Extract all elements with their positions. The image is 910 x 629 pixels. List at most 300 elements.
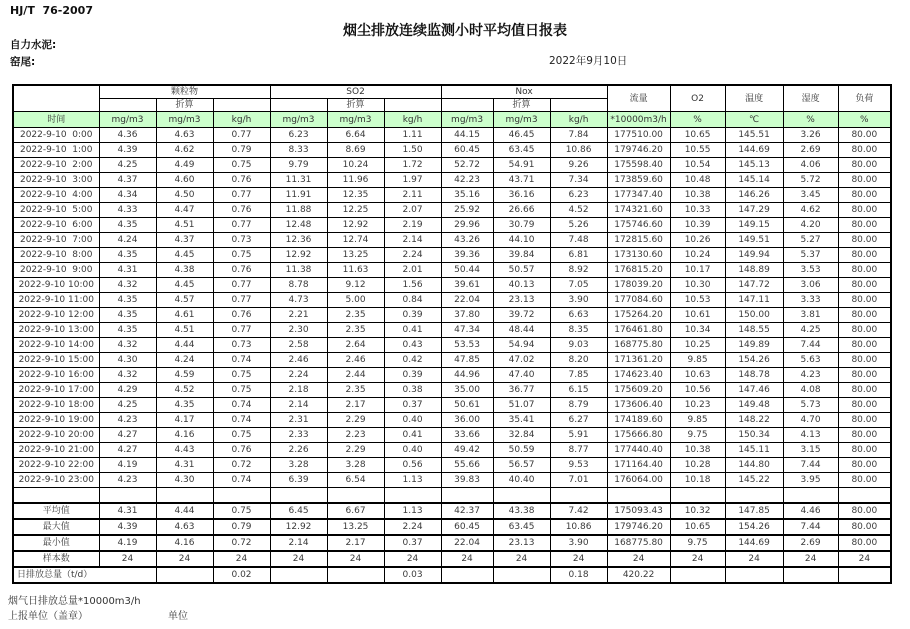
row-value: 42.23 — [441, 173, 493, 188]
blank-row — [13, 488, 891, 504]
blank-cell — [607, 488, 670, 504]
row-value: 10.48 — [670, 173, 725, 188]
row-value: 10.30 — [670, 278, 725, 293]
row-value: 5.91 — [550, 428, 607, 443]
row-value: 9.03 — [550, 338, 607, 353]
blank-cell — [725, 488, 783, 504]
summary-value: 168775.80 — [607, 535, 670, 551]
row-value: 80.00 — [838, 203, 891, 218]
row-value: 0.40 — [384, 413, 441, 428]
summary-value: 1.13 — [384, 503, 441, 519]
row-value: 80.00 — [838, 398, 891, 413]
row-value: 4.35 — [99, 323, 156, 338]
row-value: 7.34 — [550, 173, 607, 188]
daily-total-label: 日排放总量（t/d） — [13, 567, 156, 583]
group-nox: Nox — [441, 85, 607, 99]
row-value: 0.37 — [384, 398, 441, 413]
row-value: 54.94 — [493, 338, 550, 353]
row-value: 0.40 — [384, 443, 441, 458]
row-value: 4.62 — [783, 203, 838, 218]
summary-value: 24 — [213, 551, 270, 567]
row-value: 4.27 — [99, 428, 156, 443]
row-value: 50.61 — [441, 398, 493, 413]
summary-rows — [13, 503, 891, 583]
row-time: 2022-9-10 23:00 — [13, 473, 99, 488]
row-value: 80.00 — [838, 143, 891, 158]
row-value: 39.83 — [441, 473, 493, 488]
row-value: 0.77 — [213, 323, 270, 338]
row-value: 0.77 — [213, 128, 270, 143]
row-value: 80.00 — [838, 458, 891, 473]
row-time: 2022-9-10 11:00 — [13, 293, 99, 308]
row-value: 80.00 — [838, 293, 891, 308]
row-value: 4.38 — [156, 263, 213, 278]
row-value: 8.78 — [270, 278, 327, 293]
row-value: 0.75 — [213, 428, 270, 443]
summary-value: 147.85 — [725, 503, 783, 519]
row-value: 48.44 — [493, 323, 550, 338]
row-value: 4.19 — [99, 458, 156, 473]
row-value: 47.02 — [493, 353, 550, 368]
row-value: 2.35 — [327, 308, 384, 323]
summary-value: 80.00 — [838, 503, 891, 519]
row-value: 176815.20 — [607, 263, 670, 278]
row-value: 179746.20 — [607, 143, 670, 158]
row-value: 44.96 — [441, 368, 493, 383]
row-value: 149.51 — [725, 233, 783, 248]
row-value: 173859.60 — [607, 173, 670, 188]
header-group-row — [13, 85, 891, 99]
row-value: 12.74 — [327, 233, 384, 248]
row-value: 44.10 — [493, 233, 550, 248]
row-value: 1.50 — [384, 143, 441, 158]
row-value: 174321.60 — [607, 203, 670, 218]
summary-value: 0.75 — [213, 503, 270, 519]
row-value: 5.27 — [783, 233, 838, 248]
summary-value: 179746.20 — [607, 519, 670, 535]
row-value: 9.12 — [327, 278, 384, 293]
summary-value: 80.00 — [838, 535, 891, 551]
row-value: 10.38 — [670, 443, 725, 458]
converted-label-nox: 折算 — [493, 99, 550, 112]
summary-row — [13, 503, 891, 519]
row-time: 2022-9-10 17:00 — [13, 383, 99, 398]
row-value: 8.20 — [550, 353, 607, 368]
row-value: 10.28 — [670, 458, 725, 473]
row-value: 6.15 — [550, 383, 607, 398]
row-value: 6.23 — [550, 188, 607, 203]
row-time: 2022-9-10 18:00 — [13, 398, 99, 413]
unit-header: mg/m3 — [156, 112, 213, 128]
row-value: 0.76 — [213, 308, 270, 323]
row-value: 2.14 — [384, 233, 441, 248]
table-row — [13, 218, 891, 233]
row-value: 80.00 — [838, 218, 891, 233]
row-value: 171361.20 — [607, 353, 670, 368]
monitoring-site: 窑尾: — [10, 56, 36, 68]
row-time: 2022-9-10 1:00 — [13, 143, 99, 158]
row-value: 149.48 — [725, 398, 783, 413]
row-value: 0.84 — [384, 293, 441, 308]
row-value: 0.77 — [213, 188, 270, 203]
row-value: 10.54 — [670, 158, 725, 173]
row-value: 145.51 — [725, 128, 783, 143]
group-humidity: 湿度 — [783, 85, 838, 112]
row-value: 3.95 — [783, 473, 838, 488]
row-value: 5.73 — [783, 398, 838, 413]
blank-cell — [783, 488, 838, 504]
summary-label: 最小值 — [13, 535, 99, 551]
row-time: 2022-9-10 4:00 — [13, 188, 99, 203]
unit-header: % — [783, 112, 838, 128]
row-value: 6.63 — [550, 308, 607, 323]
table-row — [13, 203, 891, 218]
unit-header: kg/h — [384, 112, 441, 128]
row-time: 2022-9-10 2:00 — [13, 158, 99, 173]
summary-value: 0.37 — [384, 535, 441, 551]
row-value: 4.25 — [99, 158, 156, 173]
time-column-header: 时间 — [13, 112, 99, 128]
table-row — [13, 293, 891, 308]
row-value: 80.00 — [838, 188, 891, 203]
row-value: 177347.40 — [607, 188, 670, 203]
daily-total-value — [156, 567, 213, 583]
summary-value: 6.67 — [327, 503, 384, 519]
unit-header: mg/m3 — [327, 112, 384, 128]
row-value: 0.39 — [384, 368, 441, 383]
summary-row — [13, 519, 891, 535]
blank-cell — [13, 488, 99, 504]
row-value: 2.31 — [270, 413, 327, 428]
row-value: 4.73 — [270, 293, 327, 308]
row-value: 0.76 — [213, 173, 270, 188]
row-value: 3.33 — [783, 293, 838, 308]
summary-value: 42.37 — [441, 503, 493, 519]
summary-value: 0.72 — [213, 535, 270, 551]
row-value: 4.52 — [550, 203, 607, 218]
row-value: 4.62 — [156, 143, 213, 158]
row-value: 10.25 — [670, 338, 725, 353]
row-value: 4.59 — [156, 368, 213, 383]
summary-value: 24 — [838, 551, 891, 567]
row-value: 168775.80 — [607, 338, 670, 353]
row-value: 4.32 — [99, 368, 156, 383]
row-value: 145.22 — [725, 473, 783, 488]
row-value: 147.46 — [725, 383, 783, 398]
summary-label: 平均值 — [13, 503, 99, 519]
row-value: 2.18 — [270, 383, 327, 398]
group-flow: 流量 — [607, 85, 670, 112]
row-value: 52.72 — [441, 158, 493, 173]
row-value: 47.34 — [441, 323, 493, 338]
row-value: 0.76 — [213, 443, 270, 458]
row-value: 4.35 — [99, 248, 156, 263]
table-row — [13, 353, 891, 368]
row-value: 43.26 — [441, 233, 493, 248]
group-so2: SO2 — [270, 85, 441, 99]
row-time: 2022-9-10 21:00 — [13, 443, 99, 458]
row-value: 11.91 — [270, 188, 327, 203]
row-value: 5.72 — [783, 173, 838, 188]
row-value: 40.40 — [493, 473, 550, 488]
row-value: 2.33 — [270, 428, 327, 443]
row-value: 30.79 — [493, 218, 550, 233]
row-value: 10.26 — [670, 233, 725, 248]
daily-total-value — [493, 567, 550, 583]
daily-total-value — [838, 567, 891, 583]
blank-cell — [384, 488, 441, 504]
row-time: 2022-9-10 16:00 — [13, 368, 99, 383]
row-value: 37.80 — [441, 308, 493, 323]
row-time: 2022-9-10 10:00 — [13, 278, 99, 293]
row-value: 154.26 — [725, 353, 783, 368]
row-value: 8.69 — [327, 143, 384, 158]
row-value: 0.76 — [213, 263, 270, 278]
summary-value: 24 — [725, 551, 783, 567]
row-value: 3.26 — [783, 128, 838, 143]
table-row — [13, 413, 891, 428]
row-value: 5.37 — [783, 248, 838, 263]
row-value: 80.00 — [838, 233, 891, 248]
row-value: 80.00 — [838, 278, 891, 293]
row-value: 10.63 — [670, 368, 725, 383]
row-value: 12.35 — [327, 188, 384, 203]
row-value: 6.39 — [270, 473, 327, 488]
summary-value: 4.44 — [156, 503, 213, 519]
row-value: 9.53 — [550, 458, 607, 473]
summary-value: 2.17 — [327, 535, 384, 551]
unit-header: mg/m3 — [99, 112, 156, 128]
row-value: 4.17 — [156, 413, 213, 428]
blank-cell — [213, 488, 270, 504]
row-value: 32.84 — [493, 428, 550, 443]
row-value: 29.96 — [441, 218, 493, 233]
summary-value: 23.13 — [493, 535, 550, 551]
row-value: 150.34 — [725, 428, 783, 443]
group-pm: 颗粒物 — [99, 85, 270, 99]
row-value: 176064.00 — [607, 473, 670, 488]
row-value: 175746.60 — [607, 218, 670, 233]
monitoring-table — [12, 84, 892, 584]
row-time: 2022-9-10 6:00 — [13, 218, 99, 233]
row-value: 2.21 — [270, 308, 327, 323]
row-value: 10.53 — [670, 293, 725, 308]
summary-value: 24 — [783, 551, 838, 567]
row-value: 22.04 — [441, 293, 493, 308]
unit-header: kg/h — [550, 112, 607, 128]
row-value: 0.75 — [213, 248, 270, 263]
row-value: 144.69 — [725, 143, 783, 158]
summary-value: 22.04 — [441, 535, 493, 551]
blank-cell — [327, 488, 384, 504]
summary-value: 24 — [99, 551, 156, 567]
row-value: 7.44 — [783, 338, 838, 353]
row-value: 10.24 — [670, 248, 725, 263]
row-value: 39.72 — [493, 308, 550, 323]
row-value: 4.35 — [99, 293, 156, 308]
row-value: 4.63 — [156, 128, 213, 143]
row-time: 2022-9-10 19:00 — [13, 413, 99, 428]
header-units-row — [13, 112, 891, 128]
row-value: 4.32 — [99, 338, 156, 353]
row-value: 150.00 — [725, 308, 783, 323]
summary-row — [13, 551, 891, 567]
row-value: 173130.60 — [607, 248, 670, 263]
table-row — [13, 398, 891, 413]
table-row — [13, 248, 891, 263]
row-value: 3.53 — [783, 263, 838, 278]
row-value: 175264.20 — [607, 308, 670, 323]
row-value: 145.13 — [725, 158, 783, 173]
row-value: 2.07 — [384, 203, 441, 218]
row-value: 4.06 — [783, 158, 838, 173]
row-value: 10.86 — [550, 143, 607, 158]
summary-value: 10.65 — [670, 519, 725, 535]
row-value: 13.25 — [327, 248, 384, 263]
summary-value: 12.92 — [270, 519, 327, 535]
summary-value: 3.90 — [550, 535, 607, 551]
row-value: 2.14 — [270, 398, 327, 413]
time-header-spacer — [13, 85, 99, 112]
row-value: 3.81 — [783, 308, 838, 323]
unit-header: % — [838, 112, 891, 128]
row-value: 0.77 — [213, 293, 270, 308]
row-value: 9.75 — [670, 428, 725, 443]
row-value: 2.01 — [384, 263, 441, 278]
group-o2: O2 — [670, 85, 725, 112]
row-value: 148.89 — [725, 263, 783, 278]
summary-value: 63.45 — [493, 519, 550, 535]
summary-label: 最大值 — [13, 519, 99, 535]
row-time: 2022-9-10 20:00 — [13, 428, 99, 443]
row-value: 4.39 — [99, 143, 156, 158]
row-value: 10.61 — [670, 308, 725, 323]
row-value: 4.51 — [156, 218, 213, 233]
row-value: 50.44 — [441, 263, 493, 278]
daily-total-value — [327, 567, 384, 583]
row-value: 2.24 — [270, 368, 327, 383]
summary-value: 175093.43 — [607, 503, 670, 519]
row-value: 2.29 — [327, 413, 384, 428]
table-row — [13, 473, 891, 488]
row-time: 2022-9-10 14:00 — [13, 338, 99, 353]
row-value: 0.38 — [384, 383, 441, 398]
row-value: 4.16 — [156, 428, 213, 443]
row-time: 2022-9-10 3:00 — [13, 173, 99, 188]
page-title: 烟尘排放连续监测小时平均值日报表 — [343, 23, 567, 39]
row-time: 2022-9-10 9:00 — [13, 263, 99, 278]
table-row — [13, 263, 891, 278]
summary-value: 43.38 — [493, 503, 550, 519]
row-value: 0.39 — [384, 308, 441, 323]
row-value: 5.26 — [550, 218, 607, 233]
row-value: 0.41 — [384, 323, 441, 338]
summary-value: 9.75 — [670, 535, 725, 551]
row-value: 8.35 — [550, 323, 607, 338]
row-value: 36.77 — [493, 383, 550, 398]
row-value: 10.55 — [670, 143, 725, 158]
row-value: 80.00 — [838, 443, 891, 458]
row-value: 3.15 — [783, 443, 838, 458]
row-value: 10.17 — [670, 263, 725, 278]
row-value: 80.00 — [838, 383, 891, 398]
row-value: 10.23 — [670, 398, 725, 413]
row-value: 4.70 — [783, 413, 838, 428]
row-value: 144.80 — [725, 458, 783, 473]
daily-total-value — [441, 567, 493, 583]
row-value: 35.00 — [441, 383, 493, 398]
row-value: 6.23 — [270, 128, 327, 143]
row-value: 39.61 — [441, 278, 493, 293]
row-value: 149.94 — [725, 248, 783, 263]
table-row — [13, 173, 891, 188]
summary-value: 4.16 — [156, 535, 213, 551]
row-value: 147.29 — [725, 203, 783, 218]
unit-header: ℃ — [725, 112, 783, 128]
row-value: 2.46 — [327, 353, 384, 368]
unit-header: *10000m3/h — [607, 112, 670, 128]
summary-value: 2.69 — [783, 535, 838, 551]
unit-label: 单位 — [168, 611, 188, 622]
row-value: 4.49 — [156, 158, 213, 173]
row-value: 1.56 — [384, 278, 441, 293]
summary-value: 154.26 — [725, 519, 783, 535]
row-value: 0.75 — [213, 368, 270, 383]
row-value: 80.00 — [838, 173, 891, 188]
row-value: 175598.40 — [607, 158, 670, 173]
daily-total-value: 0.02 — [213, 567, 270, 583]
row-value: 0.74 — [213, 413, 270, 428]
table-row — [13, 308, 891, 323]
row-value: 6.64 — [327, 128, 384, 143]
group-load: 负荷 — [838, 85, 891, 112]
row-value: 80.00 — [838, 158, 891, 173]
row-value: 178039.20 — [607, 278, 670, 293]
daily-total-value — [783, 567, 838, 583]
summary-value: 144.69 — [725, 535, 783, 551]
row-value: 149.15 — [725, 218, 783, 233]
blank-cell — [270, 488, 327, 504]
flue-gas-total-note: 烟气日排放总量*10000m3/h — [8, 596, 141, 607]
row-value: 10.38 — [670, 188, 725, 203]
row-value: 11.31 — [270, 173, 327, 188]
row-value: 9.85 — [670, 413, 725, 428]
row-value: 12.92 — [327, 218, 384, 233]
row-value: 44.15 — [441, 128, 493, 143]
row-value: 4.33 — [99, 203, 156, 218]
table-row — [13, 278, 891, 293]
row-value: 4.32 — [99, 278, 156, 293]
row-value: 2.24 — [384, 248, 441, 263]
summary-value: 4.63 — [156, 519, 213, 535]
row-value: 4.47 — [156, 203, 213, 218]
reporting-unit-label: 上报单位（盖章） — [8, 611, 88, 622]
row-value: 0.75 — [213, 158, 270, 173]
row-value: 8.92 — [550, 263, 607, 278]
row-value: 35.16 — [441, 188, 493, 203]
row-value: 4.34 — [99, 188, 156, 203]
row-value: 12.48 — [270, 218, 327, 233]
row-value: 2.44 — [327, 368, 384, 383]
unit-header: mg/m3 — [270, 112, 327, 128]
row-value: 2.26 — [270, 443, 327, 458]
row-value: 4.52 — [156, 383, 213, 398]
row-time: 2022-9-10 5:00 — [13, 203, 99, 218]
row-value: 0.74 — [213, 398, 270, 413]
row-value: 55.66 — [441, 458, 493, 473]
row-value: 4.51 — [156, 323, 213, 338]
row-value: 4.23 — [99, 473, 156, 488]
